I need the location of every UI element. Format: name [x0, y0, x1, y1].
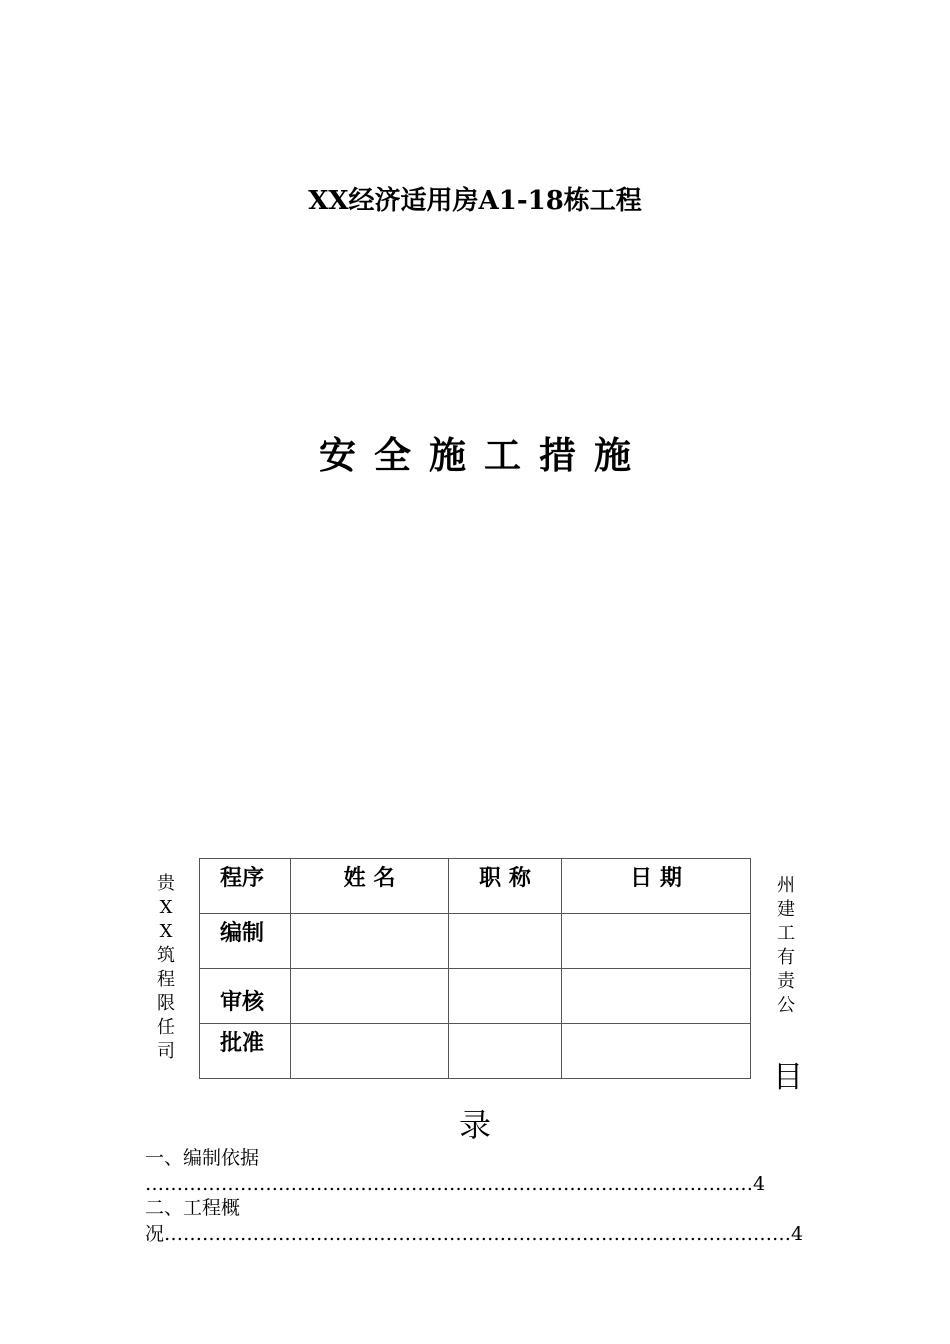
company-name-right-vertical: 州建工有责公	[777, 875, 795, 1016]
date-cell	[562, 1024, 751, 1079]
date-cell	[562, 914, 751, 969]
table-header-row	[200, 859, 751, 914]
date-cell	[562, 969, 751, 1024]
toc-heading-part2: 录	[458, 1106, 491, 1144]
header-cell-name	[291, 859, 449, 914]
row-label: 编制	[220, 920, 265, 946]
toc-entry[interactable]: 一、编制依据 ……………………………………………………………………………………4	[145, 1147, 766, 1195]
table-row	[200, 914, 751, 969]
name-value	[291, 969, 448, 971]
date-value	[562, 1024, 750, 1026]
title-cell	[449, 914, 562, 969]
title-cell	[449, 969, 562, 1024]
row-label-cell	[200, 1024, 291, 1079]
name-value	[291, 914, 448, 916]
row-label: 批准	[220, 1030, 265, 1056]
name-cell	[291, 914, 449, 969]
toc-heading-part1: 目	[773, 1060, 803, 1095]
title-value	[449, 1024, 561, 1026]
document-title: 安全施工措施	[319, 433, 649, 477]
header-label: 职 称	[479, 865, 531, 891]
header-cell-title	[449, 859, 562, 914]
title-value	[449, 969, 561, 971]
name-cell	[291, 969, 449, 1024]
row-label-cell	[200, 969, 291, 1024]
company-name-left-vertical: 贵XX筑程限任司	[157, 873, 175, 1062]
date-value	[562, 969, 750, 971]
table-row	[200, 1024, 751, 1079]
header-label: 程序	[220, 865, 265, 891]
signoff-table	[199, 858, 751, 1079]
header-cell-procedure	[200, 859, 291, 914]
title-cell	[449, 1024, 562, 1079]
name-value	[291, 1024, 448, 1026]
row-label: 审核	[220, 989, 265, 1015]
date-value	[562, 914, 750, 916]
table-row	[200, 969, 751, 1024]
title-value	[449, 914, 561, 916]
row-label-cell	[200, 914, 291, 969]
header-cell-date	[562, 859, 751, 914]
header-label: 姓 名	[343, 865, 396, 891]
header-label: 日 期	[630, 865, 682, 891]
toc-entry[interactable]: 二、工程概况………………………………………………………………………………………4	[145, 1197, 804, 1245]
project-title: XX经济适用房A1-18栋工程	[308, 186, 642, 216]
name-cell	[291, 1024, 449, 1079]
